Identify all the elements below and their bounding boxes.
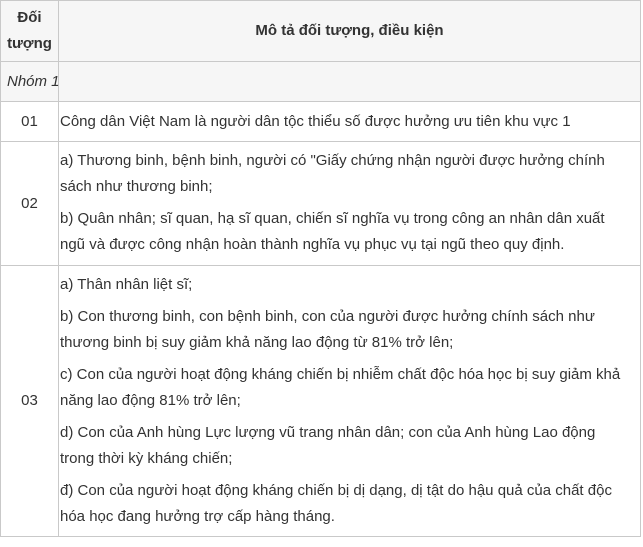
description-item: đ) Con của người hoạt động kháng chiến bị dị dạng, dị tật do hậu quả của chất độc hóa học đang hưởng trợ cấp hàng tháng. xyxy=(60,482,612,525)
description-item: b) Quân nhân; sĩ quan, hạ sĩ quan, chiến sĩ nghĩa vụ trong công an nhân dân xuất ngũ và được công nhận hoàn thành nghĩa vụ phục vụ tại ngũ theo quy định. xyxy=(60,210,605,253)
header-subject-description: Mô tả đối tượng, điều kiện xyxy=(59,1,641,62)
subject-code: 03 xyxy=(1,266,59,537)
group-row xyxy=(1,62,641,102)
table-header-row xyxy=(1,1,641,62)
subject-description xyxy=(59,266,641,537)
description-item: a) Thân nhân liệt sĩ; xyxy=(60,276,193,293)
description-item: d) Con của Anh hùng Lực lượng vũ trang nhân dân; con của Anh hùng Lao động trong thời kỳ kháng chiến; xyxy=(60,424,596,467)
description-item: c) Con của người hoạt động kháng chiến bị nhiễm chất độc hóa học bị suy giảm khả năng lao động 81% trở lên; xyxy=(60,366,621,409)
header-subject-code: Đối tượng xyxy=(1,1,59,62)
group-label-fill xyxy=(59,62,641,102)
subject-code: 02 xyxy=(1,142,59,266)
description-item: a) Thương binh, bệnh binh, người có "Giấy chứng nhận người được hưởng chính sách như thương binh; xyxy=(60,152,605,195)
table-row xyxy=(1,102,641,142)
group-label: Nhóm 1 xyxy=(1,62,59,102)
description-item: Công dân Việt Nam là người dân tộc thiểu số được hưởng ưu tiên khu vực 1 xyxy=(60,112,571,130)
table-row xyxy=(1,266,641,537)
subject-code: 01 xyxy=(1,102,59,142)
subject-description xyxy=(59,142,641,266)
description-item: b) Con thương binh, con bệnh binh, con của người được hưởng chính sách như thương binh bị suy giảm khả năng lao động từ 81% trở lên; xyxy=(60,308,595,351)
subject-description xyxy=(59,102,641,142)
table-row xyxy=(1,142,641,266)
